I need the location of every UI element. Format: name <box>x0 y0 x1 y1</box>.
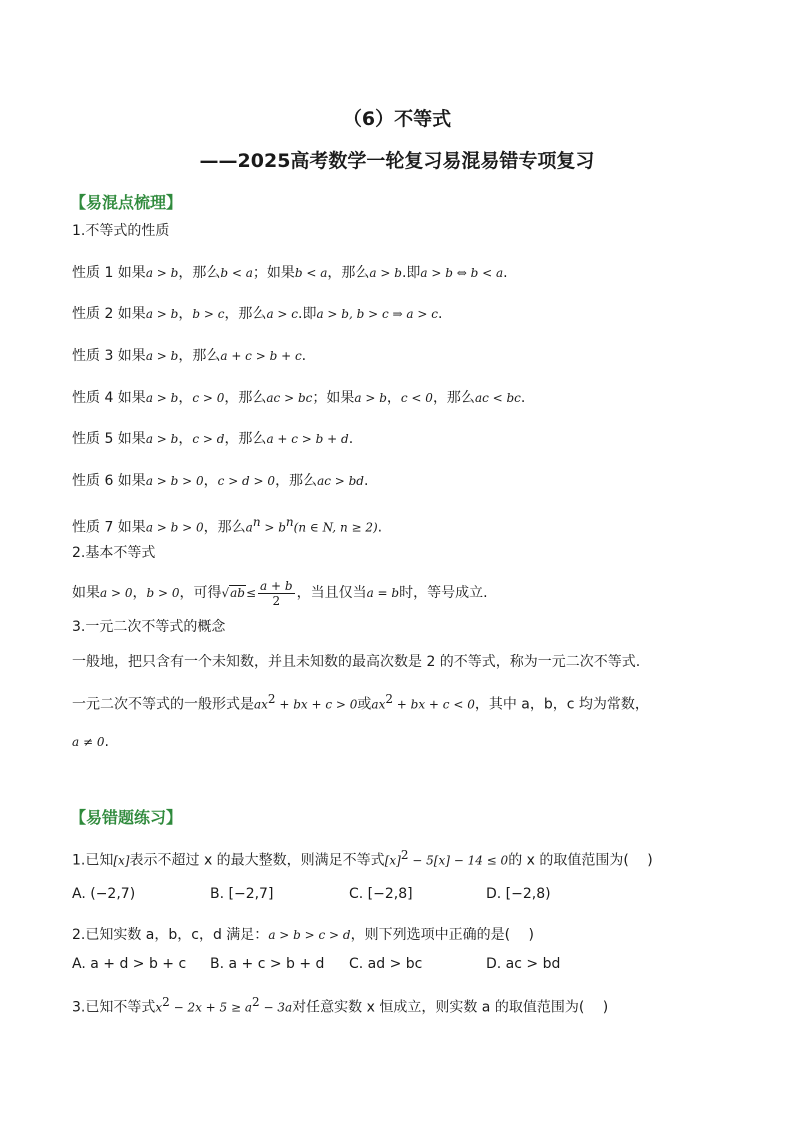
formula: a + c > b + d <box>266 432 349 446</box>
question-3 <box>72 992 608 1018</box>
formula: a > b > c > d <box>268 928 351 942</box>
formula: [x] <box>113 853 130 868</box>
formula: c > d <box>192 432 225 446</box>
text: 时，等号成立. <box>399 585 488 601</box>
question-2 <box>72 925 534 945</box>
property-1 <box>72 263 508 283</box>
text: 1.已知 <box>72 852 114 869</box>
formula: ac < bc <box>474 391 521 405</box>
formula: b < a <box>220 266 253 280</box>
text: 性质 4 如果 <box>72 390 146 406</box>
formula: a > b <box>354 391 387 405</box>
formula: a > b <box>145 307 179 321</box>
text: ，那么 <box>203 519 246 536</box>
property-2 <box>72 304 442 324</box>
topic-heading-properties: 1.不等式的性质 <box>72 223 170 239</box>
text: ， <box>178 390 193 406</box>
formula: c < 0 <box>400 391 433 405</box>
text: ，当且仅当 <box>296 585 367 601</box>
formula: a + c > b + c <box>220 349 302 363</box>
formula: a > b <box>145 432 179 446</box>
text: . <box>377 519 383 536</box>
formula: a > b <box>369 266 402 280</box>
formula: a ≠ 0 <box>72 735 105 749</box>
leq-sign: ≤ <box>245 586 257 600</box>
formula: a > b <box>145 266 179 280</box>
text: ，那么 <box>432 390 475 406</box>
exponent: n <box>285 515 294 529</box>
q1-option-a: A. (−2,7) <box>72 886 136 902</box>
property-4 <box>72 388 525 408</box>
formula: b > c <box>192 307 225 321</box>
text: 一元二次不等式的一般形式是 <box>72 696 254 713</box>
formula: > b <box>260 520 286 535</box>
q2-option-b: B. a + c > b + d <box>210 956 325 972</box>
exponent: 2 <box>162 995 170 1009</box>
exponent: n <box>252 515 261 529</box>
formula: a > b, b > c ⇒ a > c <box>316 307 438 321</box>
formula: − 5[x] − 14 ≤ 0 <box>408 853 509 868</box>
numerator: a + b <box>260 578 293 593</box>
text: ，可得 <box>179 585 222 601</box>
formula: a > b ⇔ b < a <box>420 266 504 280</box>
q2-option-d: D. ac > bd <box>486 956 561 972</box>
exponent: 2 <box>400 848 409 862</box>
q2-option-c: C. ad > bc <box>349 956 423 972</box>
text: 3.已知不等式 <box>72 999 156 1016</box>
formula: a > b <box>145 391 179 405</box>
property-6 <box>72 471 368 491</box>
quadratic-condition <box>72 732 109 752</box>
text: . <box>104 734 109 750</box>
formula: a > b > 0 <box>145 474 204 488</box>
exponent: 2 <box>385 692 393 706</box>
formula: a = b <box>366 586 400 600</box>
formula: ax <box>371 697 386 712</box>
denominator: 2 <box>272 593 281 608</box>
text: . <box>348 431 354 447</box>
formula: a > 0 <box>100 586 133 600</box>
text: 的 x 的取值范围为( ) <box>508 852 653 869</box>
text: ， <box>203 473 218 489</box>
text: ，那么 <box>178 265 221 281</box>
doc-title: （6）不等式 <box>342 108 452 130</box>
quadratic-definition: 一般地，把只含有一个未知数，并且未知数的最高次数是 2 的不等式，称为一元二次不等式. <box>72 654 641 670</box>
text: ，那么 <box>178 348 221 364</box>
formula: [x] <box>384 853 401 868</box>
basic-inequality <box>72 578 488 608</box>
text: 性质 7 如果 <box>72 519 146 536</box>
formula: (n ∈ N, n ≥ 2) <box>293 520 378 535</box>
property-5 <box>72 429 353 449</box>
text: . <box>301 348 307 364</box>
exponent: 2 <box>267 692 276 706</box>
fraction <box>258 579 295 608</box>
text: ， <box>132 585 147 601</box>
text: 对任意实数 x 恒成立，则实数 a 的取值范围为( ) <box>292 999 609 1016</box>
text: ， <box>386 390 401 406</box>
doc-subtitle: ——2025高考数学一轮复习易混易错专项复习 <box>199 150 595 172</box>
text: ，那么 <box>224 431 267 447</box>
topic-heading-quadratic: 3.一元二次不等式的概念 <box>72 619 226 635</box>
text: .即 <box>401 265 421 281</box>
property-7 <box>72 512 382 538</box>
text: .即 <box>298 306 317 322</box>
formula: c > d > 0 <box>217 474 276 488</box>
text: ， <box>178 431 193 447</box>
quadratic-general-form <box>72 689 649 715</box>
text: 性质 2 如果 <box>72 306 146 322</box>
text: . <box>520 390 526 406</box>
formula: a > b > 0 <box>145 520 204 535</box>
text: ，则下列选项中正确的是( ) <box>350 927 534 943</box>
text: ；如果 <box>252 265 295 281</box>
q1-option-c: C. [−2,8] <box>349 886 413 902</box>
radicand: ab <box>230 586 245 600</box>
sqrt-symbol: √ <box>221 586 230 600</box>
formula: x <box>155 1000 163 1015</box>
formula: − 2x + 5 ≥ a <box>169 1000 253 1015</box>
text: ，那么 <box>224 390 267 406</box>
q1-option-d: D. [−2,8) <box>486 886 551 902</box>
text: 或 <box>357 696 372 713</box>
text: 性质 1 如果 <box>72 265 146 281</box>
text: 性质 5 如果 <box>72 431 146 447</box>
formula: ax <box>254 697 268 712</box>
text: 表示不超过 x 的最大整数，则满足不等式 <box>129 852 385 869</box>
formula: a > c <box>266 307 298 321</box>
section-heading-confusion-points: 【易混点梳理】 <box>70 193 183 212</box>
exponent: 2 <box>252 995 260 1009</box>
formula: a <box>245 520 253 535</box>
formula: ac > bc <box>266 391 313 405</box>
formula: ac > bd <box>317 474 364 488</box>
section-heading-error-exercises: 【易错题练习】 <box>70 808 183 827</box>
text: 2.已知实数 a，b，c，d 满足： <box>72 927 269 943</box>
text: ，其中 a，b，c 均为常数， <box>474 696 649 713</box>
formula: + bx + c > 0 <box>275 697 358 712</box>
text: ，那么 <box>327 265 370 281</box>
text: ， <box>178 306 193 322</box>
formula: + bx + c < 0 <box>392 697 475 712</box>
formula: c > 0 <box>192 391 225 405</box>
text: . <box>437 306 443 322</box>
text: . <box>363 473 369 489</box>
text: 性质 3 如果 <box>72 348 146 364</box>
formula: a > b <box>145 349 179 363</box>
text: ；如果 <box>312 390 355 406</box>
property-3 <box>72 346 306 366</box>
text: . <box>503 265 508 281</box>
formula: b > 0 <box>146 586 180 600</box>
q2-option-a: A. a + d > b + c <box>72 956 187 972</box>
formula: − 3a <box>259 1000 293 1015</box>
formula: b < a <box>294 266 328 280</box>
topic-heading-basic-inequality: 2.基本不等式 <box>72 545 156 561</box>
text: 性质 6 如果 <box>72 473 146 489</box>
question-1 <box>72 845 653 871</box>
q1-option-b: B. [−2,7] <box>210 886 274 902</box>
text: ，那么 <box>224 306 267 322</box>
text: 如果 <box>72 585 100 601</box>
text: ，那么 <box>275 473 318 489</box>
